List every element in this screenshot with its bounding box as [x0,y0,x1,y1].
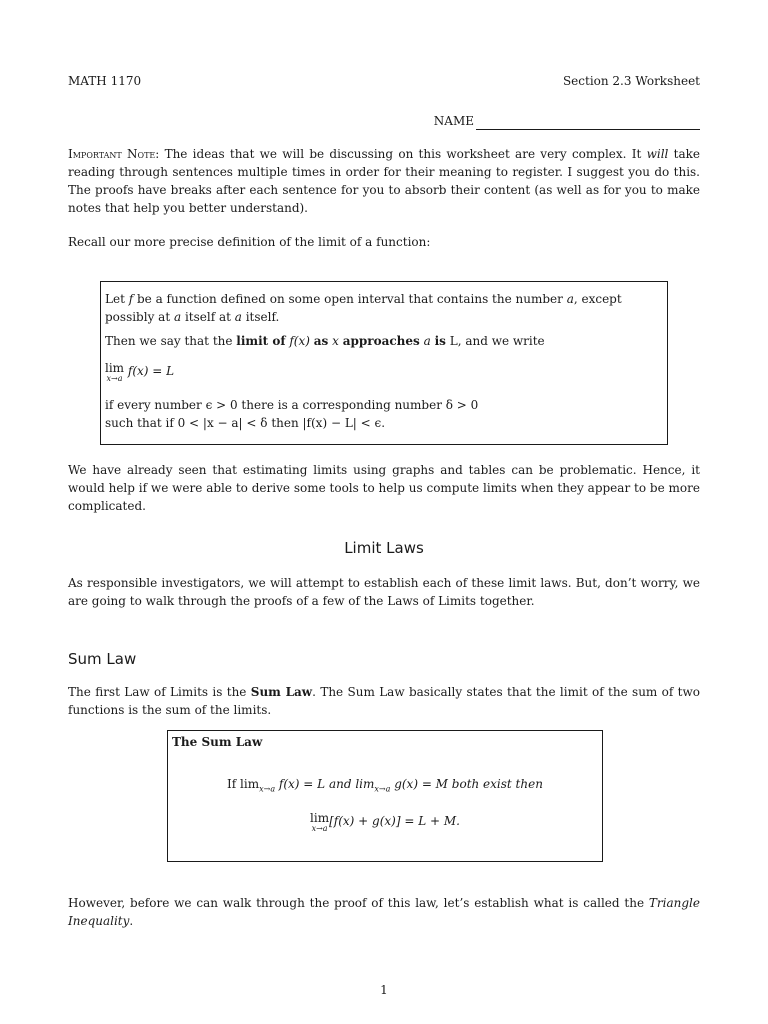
important-note-label: Important Note: [68,147,160,161]
section-label: Section 2.3 Worksheet [562,74,700,88]
limit-equation: lim x→a f(x) = L [105,361,175,383]
course-label: MATH 1170 [68,74,142,88]
sum-law-intro: The first Law of Limits is the Sum Law. The Sum Law basically states that the limit of the sum of two functions is the sum of the limits. [68,685,701,717]
important-note: Important Note: The ideas that we will be discussing on this worksheet are very complex. It will take reading through sentences multiple times in order for their meaning to register. I suggest you do this. The proofs have breaks after each sentence for you to absorb their content (as well as for you to make notes that help you better understand). [68,147,701,215]
page-number: 1 [380,983,388,997]
worksheet-page [68,0,700,1024]
recall-text: Recall our more precise definition of the limit of a function: [68,235,431,249]
sum-law-equation: lim x→a [f(x) + g(x)] = L + M. [310,811,460,834]
limit-laws-heading: Limit Laws [344,539,424,557]
investigators-text: As responsible investigators, we will attempt to establish each of these limit laws. But, don’t worry, we are going to walk through the proofs of a few of the Laws of Limits together. [68,576,700,608]
sum-law-box [167,730,603,862]
definition-line-4: such that if 0 < |x − a| < δ then |f(x) − L| < ϵ. [105,416,386,430]
sum-law-heading: Sum Law [68,650,137,668]
sum-law-condition: If $\lim_{x\to a} f(x) = L$ and $\lim_{x\to a} g(x) = M$ both exist then [227,777,543,794]
triangle-inequality-text: However, before we can walk through the proof of this law, let’s establish what is called the Triangle Inequality. [68,896,700,928]
definition-line-1: Let f be a function defined on some open interval that contains the number a, except possibly at a itself at a itself. [105,292,622,324]
name-label: NAME [433,114,474,128]
definition-line-2: Then we say that the limit of f(x) as x approaches a is L, and we write [105,334,545,348]
definition-line-3: if every number ϵ > 0 there is a corresponding number δ > 0 [105,398,479,412]
sum-law-box-title: The Sum Law [172,735,263,749]
name-field[interactable] [434,112,700,130]
name-blank-line[interactable] [476,115,700,130]
estimating-text: We have already seen that estimating limits using graphs and tables can be problematic. Hence, it would help if we were able to derive some tools to help us compute limits when they appear to be more complicated. [68,463,700,513]
limit-definition-box [100,281,668,445]
